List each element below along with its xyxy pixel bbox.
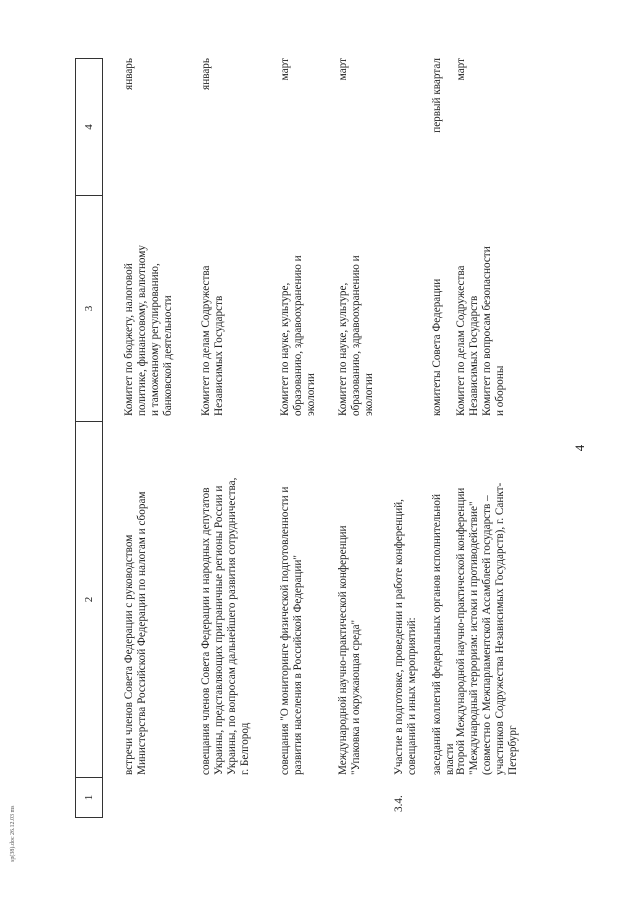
row-event: Международной научно-практической конференции "Упаковка и окружающая среда" <box>337 525 362 775</box>
row-event: Участие в подготовке, проведении и работе конференций, совещаний и иных мероприятий: <box>393 499 418 775</box>
rotated-table <box>75 58 519 818</box>
row-event: заседаний коллегий федеральных органов исполнительной власти <box>431 494 456 775</box>
row-date: первый квартал <box>431 58 443 133</box>
row-date: март <box>279 58 291 81</box>
row-responsible: Комитет по делам Содружества Независимых Государств Комитет по вопросам безопасности и обороны <box>455 246 506 416</box>
header-col-1: 1 <box>75 778 103 818</box>
row-date: март <box>337 58 349 81</box>
row-event: совещания "О мониторинге физической подготовленности и развития населения в Российской Федерации" <box>279 486 304 775</box>
row-event: совещания членов Совета Федерации и народных депутатов Украины, представляющих приграничные регионы России и Украины, по вопросам дальнейшего развития сотрудничества, г. Белгород <box>200 477 251 775</box>
row-event: Второй Международной научно-практической конференции "Международный терроризм: истоки и противодействие" (совместно с Межпарламентской Ассамблеей государств – участников Содружества Независимых Государств), г. Санкт-Петербург <box>455 482 519 775</box>
row-responsible: Комитет по делам Содружества Независимых Государств <box>200 265 225 416</box>
row-responsible: Комитет по бюджету, налоговой политике, финансовому, валютному и таможенному регулированию, банковской деятельности <box>123 245 174 416</box>
header-col-4: 4 <box>75 58 103 196</box>
row-responsible: комитеты Совета Федерации <box>431 278 443 416</box>
header-col-2: 2 <box>75 422 103 778</box>
row-responsible: Комитет по науке, культуре, образованию, здравоохранению и экологии <box>337 255 375 416</box>
row-date: март <box>455 58 467 81</box>
footer-file-code: sp(38).doc 26.12.03 ms <box>10 805 16 862</box>
header-col-3: 3 <box>75 196 103 422</box>
row-date: январь <box>200 58 212 90</box>
row-responsible: Комитет по науке, культуре, образованию, здравоохранению и экологии <box>279 255 317 416</box>
row-date: январь <box>123 58 135 90</box>
page-number: 4 <box>572 444 587 452</box>
row-number: 3.4. <box>393 795 405 812</box>
row-event: встречи членов Совета Федерации с руководством Министерства Российской Федерации по налогам и сборам <box>123 491 148 775</box>
